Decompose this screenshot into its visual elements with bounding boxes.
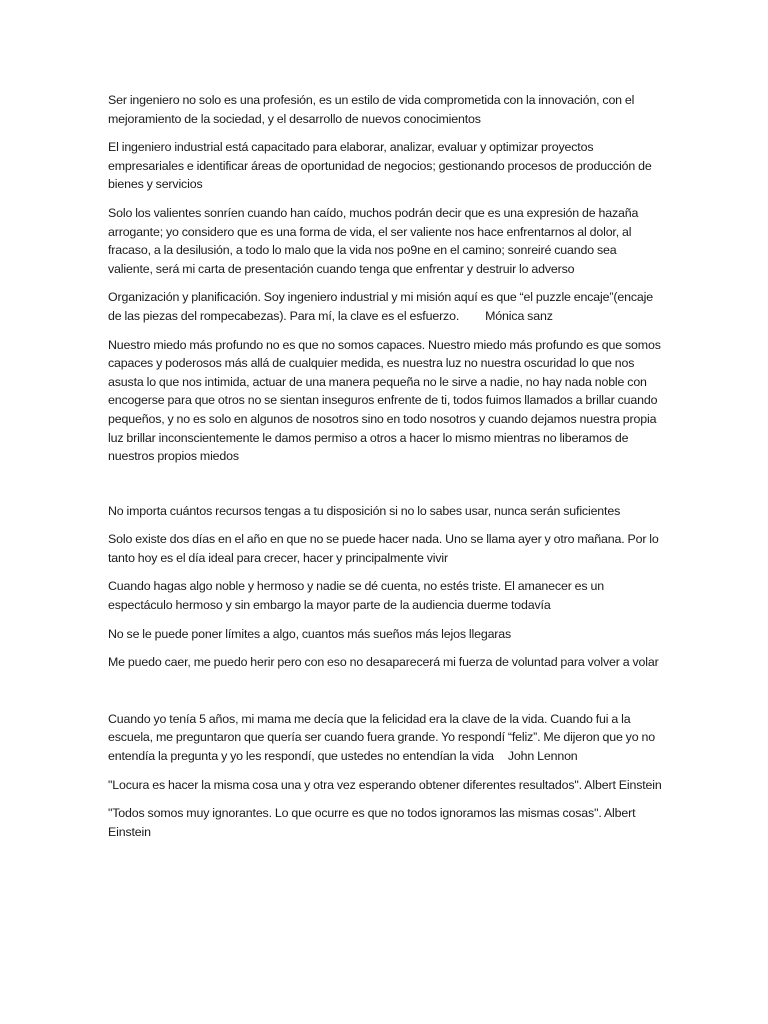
quote-author: Albert Einstein — [584, 777, 662, 792]
paragraph-text: "Todos somos muy ignorantes. Lo que ocurre es que no todos ignoramos las mismas cosas". — [108, 806, 602, 821]
paragraph-text: Organización y planificación. Soy ingeniero industrial y mi misión aquí es que “el puzzle encaje”(encaje de las piezas del rompecabezas). Para mí, la clave es el esfuerzo. — [108, 290, 653, 323]
quote-author: Albert Einstein — [108, 806, 636, 839]
paragraph-text: Solo existe dos días en el año en que no se puede hacer nada. Uno se llama ayer y otro mañana. Por lo tanto hoy es el día ideal para crecer, hacer y principalmente vivir — [108, 532, 659, 565]
quote-author: John Lennon — [507, 749, 578, 764]
paragraph-ignorance-quote — [108, 804, 663, 841]
paragraph-deepest-fear — [108, 336, 663, 466]
paragraph-puzzle-quote — [108, 288, 663, 325]
paragraph-brave-smile — [108, 204, 663, 278]
paragraph-engineer-lifestyle — [108, 91, 663, 128]
paragraph-two-days — [108, 530, 663, 567]
paragraph-text: Cuando yo tenía 5 años, mi mama me decía que la felicidad era la clave de la vida. Cuando fui a la escuela, me preguntaron que quería ser cuando fuera grande. Yo respondí “feliz”. Me dijeron que yo no entendía la pregunta y yo les respondí, que ustedes no entendían la vida — [108, 711, 655, 764]
paragraph-text: Nuestro miedo más profundo no es que no somos capaces. Nuestro miedo más profundo es que somos capaces y poderosos más allá de cualquier medida, es nuestra luz no nuestra oscuridad lo que nos asusta lo que nos intimida, actuar de una manera pequeña no le sirve a nadie, no hay nada noble con encogerse para que otros no se sientan inseguros enfrente de ti, todos fuimos llamados a brillar cuando pequeños, y no es solo en algunos de nosotros sino en todo nosotros y cuando dejamos nuestra propia luz brillar inconscientemente le damos permiso a otros a hacer lo mismo mientras no liberamos de nuestros propios miedos — [108, 337, 661, 464]
quote-author: Mónica sanz — [485, 308, 553, 323]
paragraph-text: No importa cuántos recursos tengas a tu disposición si no lo sabes usar, nunca serán suficientes — [108, 503, 621, 518]
paragraph-text: Solo los valientes sonríen cuando han caído, muchos podrán decir que es una expresión de hazaña arrogante; yo considero que es una forma de vida, el ser valiente nos hace enfrentarnos al dolor, al fracaso, a la desilusión, a todo lo malo que la vida nos po9ne en el camino; sonreiré cuando sea valiente, será mi carta de presentación cuando tenga que enfrentar y destruir lo adverso — [108, 205, 639, 276]
paragraph-fly-again — [108, 653, 663, 672]
paragraph-sunrise — [108, 577, 663, 614]
paragraph-resources — [108, 502, 663, 521]
document-body — [108, 91, 663, 851]
paragraph-happiness-quote — [108, 710, 663, 766]
paragraph-text: El ingeniero industrial está capacitado para elaborar, analizar, evaluar y optimizar proyectos empresariales e identificar áreas de oportunidad de negocios; gestionando procesos de producción de bienes y servicios — [108, 140, 652, 192]
paragraph-text: Cuando hagas algo noble y hermoso y nadie se dé cuenta, no estés triste. El amanecer es un espectáculo hermoso y sin embargo la mayor parte de la audiencia duerme todavía — [108, 579, 604, 613]
paragraph-no-limits — [108, 625, 663, 644]
paragraph-industrial-engineer — [108, 138, 663, 194]
paragraph-text: Ser ingeniero no solo es una profesión, es un estilo de vida comprometida con la innovación, con el mejoramiento de la sociedad, y el desarrollo de nuevos conocimientos — [108, 93, 635, 126]
paragraph-text: No se le puede poner límites a algo, cuantos más sueños más lejos llegaras — [108, 626, 512, 641]
paragraph-text: Me puedo caer, me puedo herir pero con eso no desaparecerá mi fuerza de voluntad para volver a volar — [108, 655, 659, 670]
paragraph-text: "Locura es hacer la misma cosa una y otra vez esperando obtener diferentes resultados". — [108, 777, 582, 792]
paragraph-insanity-quote — [108, 776, 663, 795]
